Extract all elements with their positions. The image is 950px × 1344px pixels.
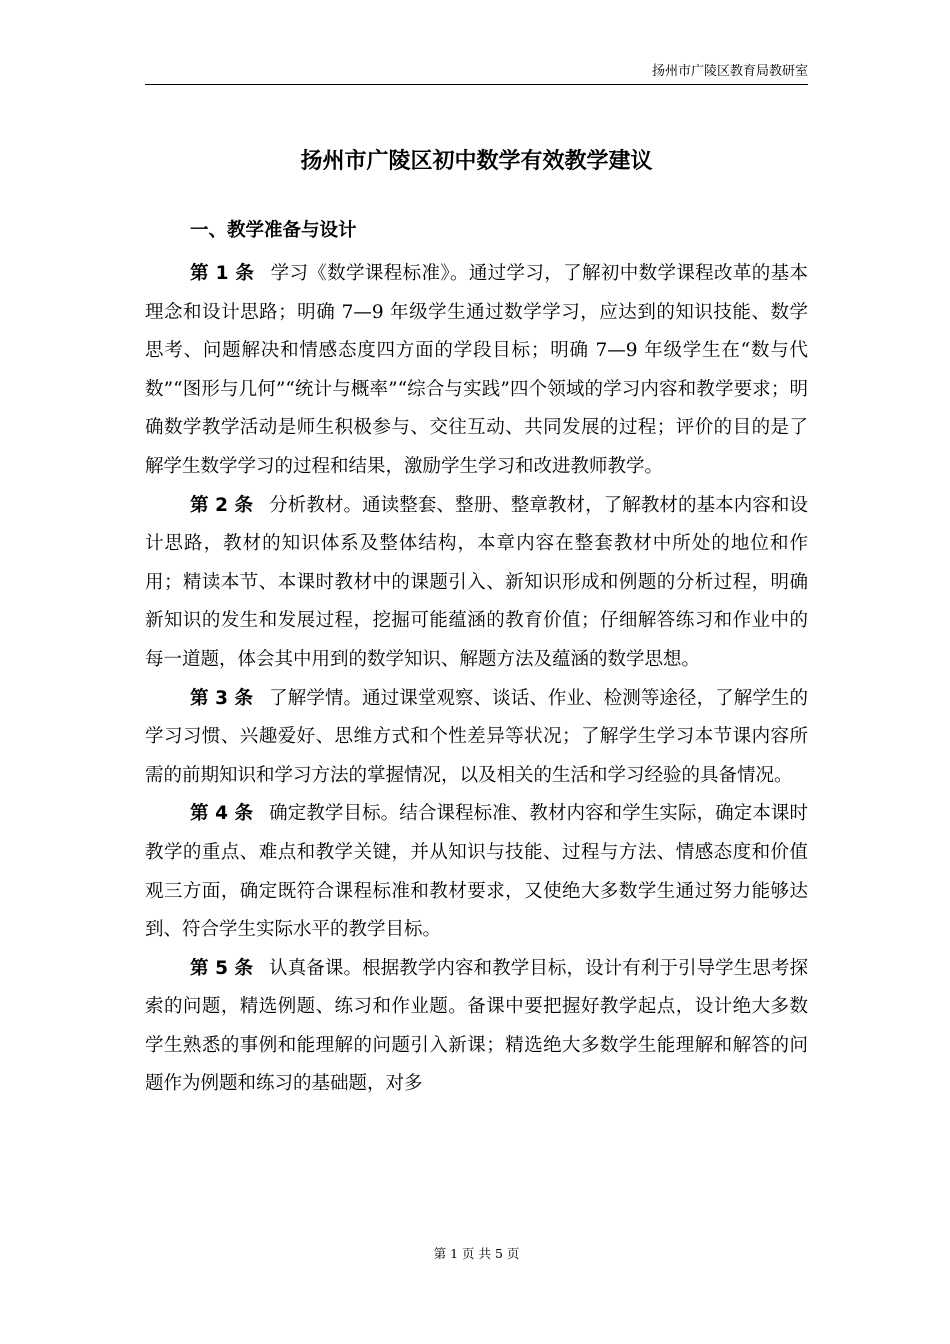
article-text: 确定教学目标。结合课程标准、教材内容和学生实际，确定本课时教学的重点、难点和教学关键，并从知识与技能、过程与方法、情感态度和价值观三方面，确定既符合课程标准和教材要求，又使绝大多数学生通过努力能够达到、符合学生实际水平的教学目标。: [145, 803, 808, 941]
article-text: 学习《数学课程标准》。通过学习，了解初中数学课程改革的基本理念和设计思路；明确 7—9 年级学生通过数学学习，应达到的知识技能、数学思考、问题解决和情感态度四方面的学段目标；明确 7—9 年级学生在“数与代数”“图形与几何”“统计与概率”“综合与实践”四个领域的学习内容和教学要求；明确数学教学活动是师生积极参与、交往互动、共同发展的过程；评价的目的是了解学生数学学习的过程和结果，激励学生学习和改进教师教学。: [145, 263, 808, 477]
article-label: 第 2 条: [190, 494, 254, 516]
article-2: [145, 487, 808, 680]
header-organization: 扬州市广陵区教育局教研室: [651, 64, 808, 79]
article-1: [145, 255, 808, 487]
article-label: 第 5 条: [190, 957, 254, 979]
page-indicator: 第 1 页 共 5 页: [433, 1246, 520, 1261]
article-3: [145, 680, 808, 796]
article-text: 分析教材。通读整套、整册、整章教材，了解教材的基本内容和设计思路，教材的知识体系及整体结构，本章内容在整套教材中所处的地位和作用；精读本节、本课时教材中的课题引入、新知识形成和例题的分析过程，明确新知识的发生和发展过程，挖掘可能蕴涵的教育价值；仔细解答练习和作业中的每一道题，体会其中用到的数学知识、解题方法及蕴涵的数学思想。: [145, 494, 808, 670]
page-header: [145, 64, 808, 85]
document-body: [145, 255, 808, 1104]
article-label: 第 1 条: [190, 263, 255, 284]
article-4: [145, 795, 808, 949]
section-heading: 一、教学准备与设计: [190, 220, 357, 241]
article-text: 了解学情。通过课堂观察、谈话、作业、检测等途径，了解学生的学习习惯、兴趣爱好、思维方式和个性差异等状况；了解学生学习本节课内容所需的前期知识和学习方法的掌握情况，以及相关的生活和学习经验的具备情况。: [145, 687, 808, 786]
article-5: [145, 950, 808, 1104]
article-label: 第 4 条: [190, 803, 254, 825]
page-footer: [145, 1246, 808, 1262]
document-title: 扬州市广陵区初中数学有效教学建议: [300, 149, 653, 174]
article-text: 认真备课。根据教学内容和教学目标，设计有利于引导学生思考探索的问题，精选例题、练习和作业题。备课中要把握好教学起点，设计绝大多数学生熟悉的事例和能理解的问题引入新课；精选绝大多数学生能理解和解答的问题作为例题和练习的基础题，对多: [145, 957, 808, 1095]
article-label: 第 3 条: [190, 687, 254, 709]
